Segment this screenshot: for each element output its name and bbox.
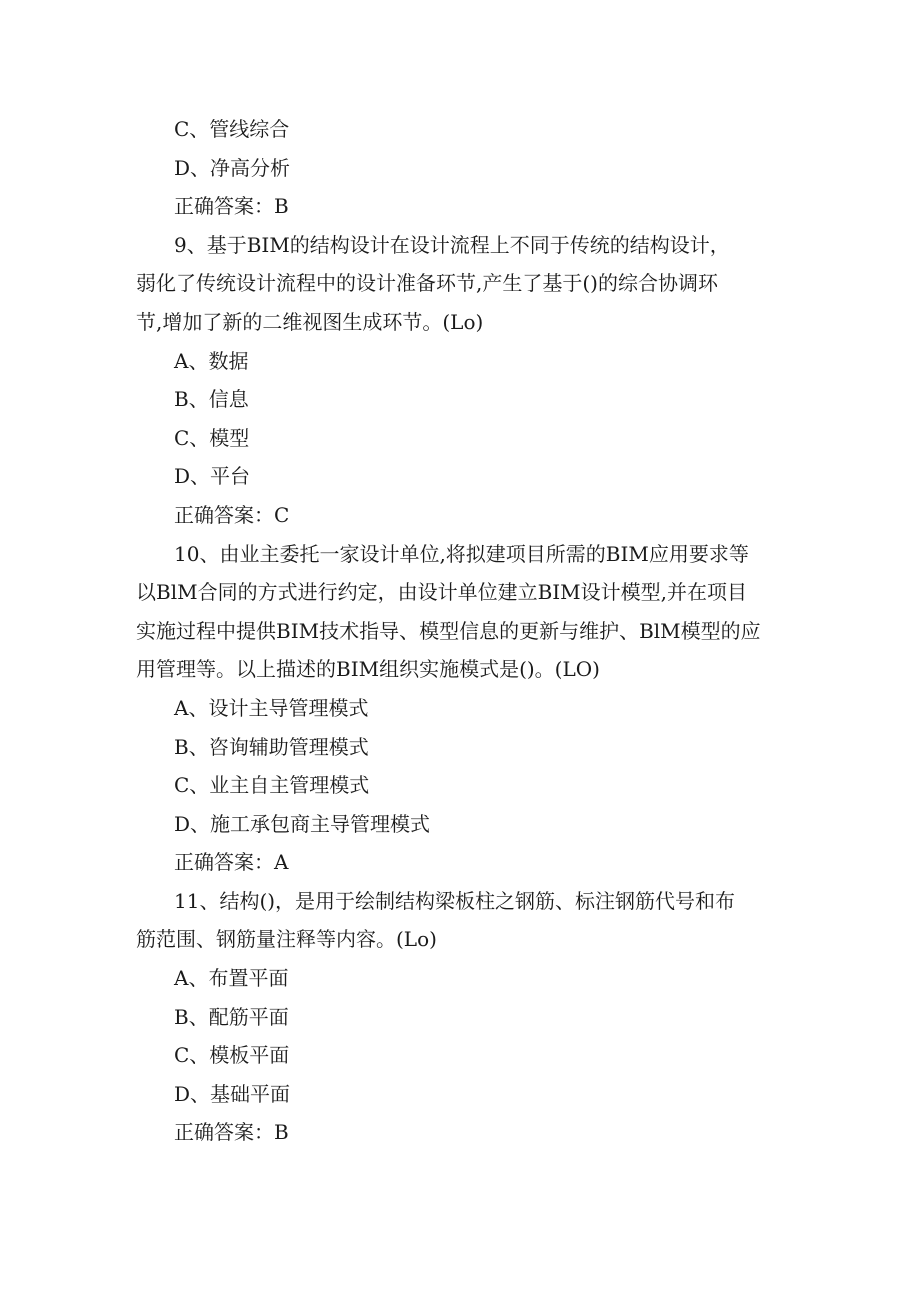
answer-option: D、施工承包商主导管理模式 [174, 811, 431, 836]
correct-answer: 正确答案：B [174, 194, 289, 219]
answer-option: C、模板平面 [174, 1043, 290, 1068]
correct-answer: 正确答案：A [174, 850, 289, 875]
correct-answer: 正确答案：C [174, 502, 290, 527]
answer-option: A、布置平面 [174, 966, 289, 991]
answer-option: C、管线综合 [174, 117, 290, 141]
question-text: 弱化了传统设计流程中的设计准备环节,产生了基于()的综合协调环 [136, 271, 718, 296]
answer-option: B、信息 [174, 387, 249, 412]
question-text: 以BlM合同的方式进行约定，由设计单位建立BIM设计模型,并在项目 [136, 580, 748, 605]
answer-option: B、配筋平面 [174, 1004, 289, 1029]
question-text: 用管理等。以上描述的BIM组织实施模式是()。(LO) [136, 657, 600, 682]
document-body [136, 110, 796, 1152]
answer-option: A、数据 [174, 348, 249, 373]
answer-option: C、业主自主管理模式 [174, 773, 370, 798]
answer-option: D、基础平面 [174, 1081, 291, 1106]
answer-option: B、咨询辅助管理模式 [174, 734, 369, 759]
answer-option: D、净高分析 [174, 155, 291, 180]
question-text: 节,增加了新的二维视图生成环节。(Lo) [136, 309, 484, 334]
question-text: 10、由业主委托一家设计单位,将拟建项目所需的BIM应用要求等 [174, 541, 749, 566]
answer-option: A、设计主导管理模式 [174, 695, 369, 720]
answer-option: D、平台 [174, 464, 251, 489]
question-text: 实施过程中提供BIM技术指导、模型信息的更新与维护、BlM模型的应 [136, 618, 761, 643]
answer-option: C、模型 [174, 425, 250, 450]
question-text: 筋范围、钢筋量注释等内容。(Lo) [136, 927, 437, 952]
question-text: 11、结构()，是用于绘制结构梁板柱之钢筋、标注钢筋代号和布 [174, 888, 736, 913]
question-text: 9、基于BIM的结构设计在设计流程上不同于传统的结构设计， [174, 232, 730, 257]
correct-answer: 正确答案：B [174, 1120, 289, 1145]
